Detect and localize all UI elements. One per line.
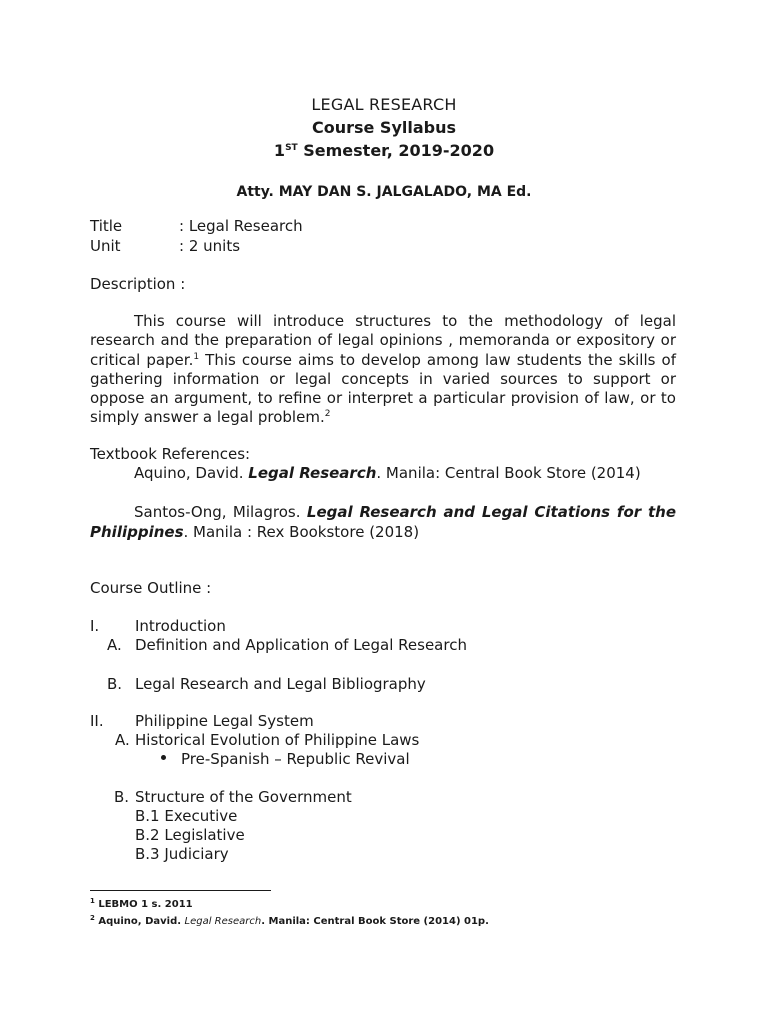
footnote-2-author: Aquino, David. — [94, 916, 185, 927]
outline-numeral-2: II. — [90, 712, 104, 730]
author-line: Atty. MAY DAN S. JALGALADO, MA Ed. — [236, 184, 532, 200]
textbook-ref-1 — [134, 464, 641, 483]
footnote-divider — [90, 890, 271, 891]
semester-line — [0, 141, 768, 160]
ref1-title: Legal Research — [248, 464, 377, 482]
footnote-ref-2[interactable]: 2 — [324, 409, 331, 420]
textbook-heading: Textbook References: — [90, 445, 251, 463]
footnote-ref-1[interactable]: 1 — [193, 351, 200, 362]
footnote-2-title: Legal Research — [184, 916, 262, 927]
textbook-ref-2 — [90, 502, 676, 542]
ref1-author: Aquino, David. — [134, 464, 249, 482]
unit-value: : 2 units — [179, 237, 241, 255]
document-title: LEGAL RESEARCH — [311, 95, 457, 114]
footnote-1-text: LEBMO 1 s. 2011 — [94, 899, 193, 910]
description-label: Description : — [90, 275, 186, 293]
outline-item-bibliography: Legal Research and Legal Bibliography — [135, 675, 426, 693]
outline-numeral-1: I. — [90, 617, 100, 635]
footnote-1-mark: 1 — [90, 897, 95, 905]
semester-suffix: ST — [285, 143, 298, 153]
footnote-2-mark: 2 — [90, 914, 95, 922]
ref2-rest: . Manila : Rex Bookstore (2018) — [183, 523, 420, 541]
outline-item-introduction: Introduction — [135, 617, 226, 635]
footnote-1 — [90, 898, 193, 911]
outline-letter-2a: A. — [115, 731, 130, 749]
outline-item-legislative: B.2 Legislative — [135, 826, 245, 844]
description-paragraph — [90, 312, 676, 428]
unit-label: Unit — [90, 237, 121, 255]
footnote-2 — [90, 915, 489, 928]
semester-number: 1 — [273, 141, 286, 160]
footnote-2-rest: . Manila: Central Book Store (2014) 01p. — [261, 916, 489, 927]
outline-heading: Course Outline : — [90, 579, 212, 597]
title-value: : Legal Research — [179, 217, 303, 235]
description-part1: This course will introduce structures to the methodology of legal research and the preparation of legal opinions , memoranda or expository or critical paper. — [90, 312, 676, 369]
outline-item-executive: B.1 Executive — [135, 807, 238, 825]
outline-item-structure-government: Structure of the Government — [135, 788, 352, 806]
outline-letter-1b: B. — [107, 675, 123, 693]
outline-item-legal-system: Philippine Legal System — [135, 712, 314, 730]
outline-item-judiciary: B.3 Judiciary — [135, 845, 229, 863]
outline-item-historical-evolution: Historical Evolution of Philippine Laws — [135, 731, 420, 749]
bullet-icon — [161, 750, 166, 769]
outline-letter-2b: B. — [114, 788, 130, 806]
ref2-author: Santos-Ong, Milagros. — [134, 503, 307, 521]
ref1-rest: . Manila: Central Book Store (2014) — [376, 464, 641, 482]
outline-item-definition: Definition and Application of Legal Research — [135, 636, 467, 654]
title-label: Title — [90, 217, 123, 235]
ref2-title: Legal Research and Legal Citations for the Philippines — [90, 503, 677, 541]
outline-item-pre-spanish: Pre-Spanish – Republic Revival — [181, 750, 410, 768]
semester-rest: Semester, 2019-2020 — [297, 141, 495, 160]
description-part2: This course aims to develop among law students the skills of gathering information or legal concepts in varied sources to support or oppose an argument, to refine or interpret a particular provision of law, or to simply answer a legal problem. — [90, 350, 676, 427]
document-subtitle: Course Syllabus — [311, 118, 457, 137]
outline-letter-1a: A. — [107, 636, 122, 654]
